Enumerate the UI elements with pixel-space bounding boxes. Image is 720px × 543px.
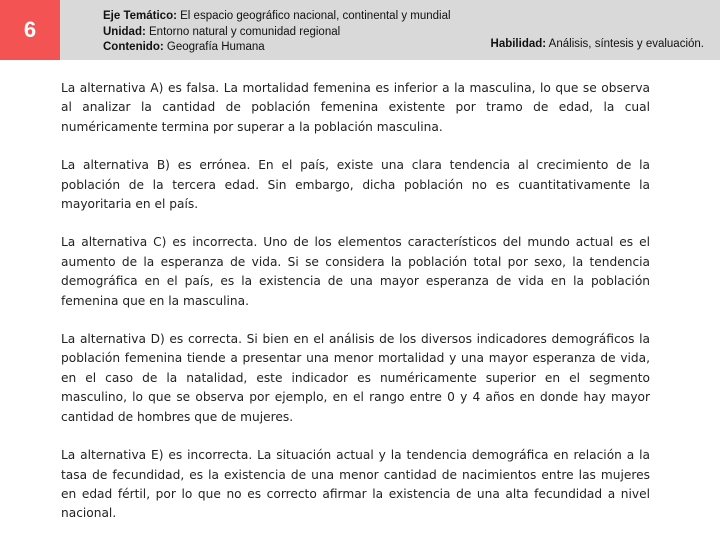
eje-tematico xyxy=(103,9,451,25)
habilidad xyxy=(491,38,704,50)
paragraph-b: La alternativa B) es errónea. En el país, existe una clara tendencia al crecimiento de la población de la tercera edad. Sin embargo, dicha población no es cuantitativamente la mayoritaria en el país. xyxy=(61,158,650,212)
unidad-label: Unidad: xyxy=(103,25,146,38)
paragraph-c: La alternativa C) es incorrecta. Uno de los elementos característicos del mundo actual es el aumento de la esperanza de vida. Si se considera la población total por sexo, la tendencia demográfica en el país, es la existencia de una mayor esperanza de vida en la población femenina que en la masculina. xyxy=(61,235,650,308)
contenido-value: Geografía Humana xyxy=(166,41,265,53)
eje-value: El espacio geográfico nacional, continental y mundial xyxy=(180,10,451,22)
eje-label: Eje Temático: xyxy=(103,10,177,22)
explanation-body xyxy=(61,79,650,543)
paragraph-d: La alternativa D) es correcta. Si bien en el análisis de los diversos indicadores demográficos la población femenina tiende a presentar una menor mortalidad y una mayor esperanza de vida, en el caso de la natalidad, este indicador es numéricamente superior en el segmento masculino, lo que se observa por ejemplo, en el rango entre 0 y 4 años en donde hay mayor cantidad de hombres que de mujeres. xyxy=(61,332,650,424)
unidad-value: Entorno natural y comunidad regional xyxy=(149,25,341,38)
unidad xyxy=(103,25,451,41)
habilidad-value: Análisis, síntesis y evaluación. xyxy=(548,38,704,50)
paragraph-a: La alternativa A) es falsa. La mortalidad femenina es inferior a la masculina, lo que se observa al analizar la cantidad de población femenina existente por tramo de edad, la cual numéricamente termina por superar a la población masculina. xyxy=(61,81,650,134)
header-meta xyxy=(103,9,451,56)
contenido-label: Contenido: xyxy=(103,41,164,53)
question-number: 6 xyxy=(0,0,60,60)
paragraph-e: La alternativa E) es incorrecta. La situación actual y la tendencia demográfica en relación a la tasa de fecundidad, es la existencia de una menor cantidad de nacimientos entre las mujeres en edad fértil, por lo que no es correcto afirmar la existencia de una alta fecundidad a nivel nacional. xyxy=(61,448,650,521)
contenido xyxy=(103,40,451,56)
habilidad-label: Habilidad: xyxy=(490,38,547,50)
